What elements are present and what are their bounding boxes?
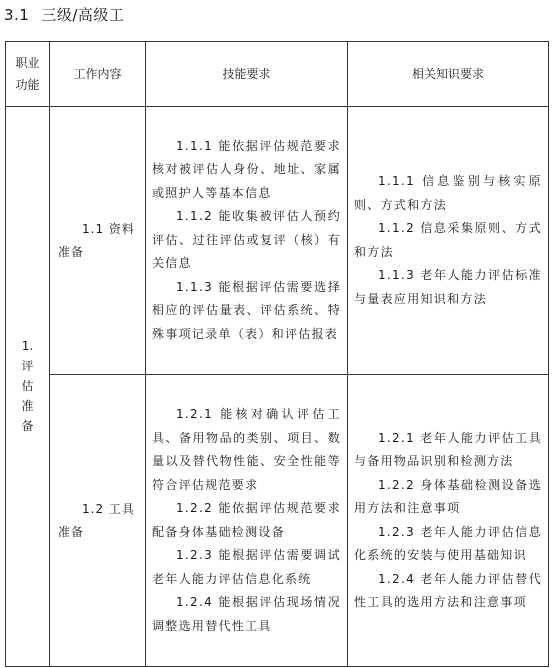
- header-occupational-function: 职业功能: [6, 42, 50, 107]
- knowledge-item: 1.2.2 身体基础检测设备选用方法和注意事项: [354, 477, 542, 515]
- knowledge-item: 1.2.4 老年人能力评估替代性工具的选用方法和注意事项: [354, 571, 542, 609]
- skill-requirements-cell: [146, 107, 348, 375]
- knowledge-item: 1.1.3 老年人能力评估标准与量表应用知识和方法: [354, 268, 542, 306]
- function-label: 评估准备: [21, 358, 34, 433]
- section-title: 三级/高级工: [41, 6, 125, 24]
- skill-item: 1.2.2 能依据评估规范要求配备身体基础检测设备: [152, 501, 341, 539]
- skill-item: 1.2.1 能核对确认评估工具、备用物品的类别、项目、数量以及替代物性能、安全性能等符合评估规范要求: [152, 407, 341, 492]
- work-content: 1.2 工具准备: [58, 501, 135, 539]
- occupational-function-cell: [6, 107, 50, 667]
- table-row: [6, 107, 549, 375]
- header-knowledge-requirements: 相关知识要求: [348, 42, 549, 107]
- work-content-cell: [50, 375, 146, 667]
- header-work-content: 工作内容: [50, 42, 146, 107]
- knowledge-item: 1.2.1 老年人能力评估工具与备用物品识别和检测方法: [354, 430, 542, 468]
- section-number: 3.1: [4, 6, 30, 24]
- header-skill-requirements: 技能要求: [146, 42, 348, 107]
- skill-standard-table: [5, 41, 549, 667]
- function-number: 1.: [21, 338, 34, 353]
- knowledge-item: 1.2.3 老年人能力评估信息化系统的安装与使用基础知识: [354, 524, 542, 562]
- section-heading: [4, 2, 124, 28]
- skill-item: 1.1.3 能根据评估需要选择相应的评估量表、评估系统、特殊事项记录单（表）和评估报表: [152, 279, 341, 341]
- knowledge-requirements-cell: [348, 107, 549, 375]
- knowledge-item: 1.1.2 信息采集原则、方式和方法: [354, 221, 542, 259]
- skill-item: 1.2.4 能根据评估现场情况调整选用替代性工具: [152, 595, 341, 633]
- skill-item: 1.1.1 能依据评估规范要求核对被评估人身份、地址、家属或照护人等基本信息: [152, 138, 341, 200]
- table-row: [6, 375, 549, 667]
- work-content: 1.1 资料准备: [58, 221, 135, 259]
- knowledge-item: 1.1.1 信息鉴别与核实原则、方式和方法: [354, 174, 542, 212]
- knowledge-requirements-cell: [348, 375, 549, 667]
- skill-requirements-cell: [146, 375, 348, 667]
- work-content-cell: [50, 107, 146, 375]
- skill-item: 1.2.3 能根据评估需要调试老年人能力评估信息化系统: [152, 548, 341, 586]
- table-header-row: [6, 42, 549, 107]
- skill-item: 1.1.2 能收集被评估人预约评估、过往评估或复评（核）有关信息: [152, 209, 341, 271]
